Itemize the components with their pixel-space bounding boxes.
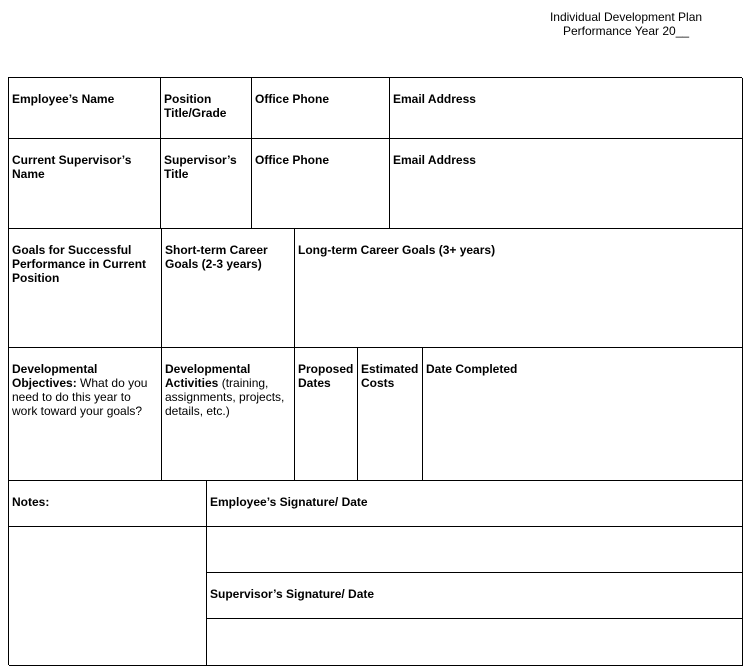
position-title-grade-field[interactable] bbox=[161, 78, 252, 139]
performance-year: Performance Year 20__ bbox=[562, 24, 690, 38]
supervisor-signature-label: Supervisor’s Signature/ Date bbox=[210, 587, 375, 601]
employee-office-phone-field[interactable] bbox=[252, 78, 390, 139]
employee-name-field[interactable] bbox=[9, 78, 161, 139]
employee-email-label: Email Address bbox=[393, 92, 476, 106]
proposed-dates-field[interactable] bbox=[295, 348, 358, 481]
long-term-goals-label: Long-term Career Goals (3+ years) bbox=[298, 243, 496, 257]
employee-signature-field[interactable] bbox=[207, 527, 743, 573]
estimated-costs-field[interactable] bbox=[358, 348, 423, 481]
supervisor-office-phone-label: Office Phone bbox=[255, 153, 330, 167]
document-header bbox=[520, 10, 732, 38]
employee-signature-header bbox=[207, 481, 743, 527]
notes-header bbox=[9, 481, 207, 527]
short-term-goals-field[interactable] bbox=[162, 229, 295, 348]
date-completed-label: Date Completed bbox=[426, 362, 518, 376]
supervisor-name-field[interactable] bbox=[9, 139, 161, 229]
notes-label: Notes: bbox=[12, 495, 50, 509]
development-plan-form bbox=[8, 77, 742, 665]
employee-email-field[interactable] bbox=[390, 78, 743, 139]
short-term-goals-label: Short-term Career Goals (2-3 years) bbox=[165, 243, 268, 271]
current-position-goals-field[interactable] bbox=[9, 229, 162, 348]
developmental-objectives-field[interactable] bbox=[9, 348, 162, 481]
supervisor-signature-header bbox=[207, 573, 743, 619]
employee-signature-label: Employee’s Signature/ Date bbox=[210, 495, 368, 509]
developmental-objectives-description: What do you need to do this year to work toward your goals? bbox=[12, 376, 148, 418]
supervisor-office-phone-field[interactable] bbox=[252, 139, 390, 229]
proposed-dates-label: Proposed Dates bbox=[298, 362, 354, 390]
notes-field[interactable] bbox=[9, 527, 207, 666]
developmental-objectives-label: Developmental Objectives: bbox=[12, 362, 98, 390]
developmental-activities-field[interactable] bbox=[162, 348, 295, 481]
current-position-goals-label: Goals for Successful Performance in Current Position bbox=[12, 243, 147, 285]
document-title: Individual Development Plan bbox=[549, 10, 703, 24]
date-completed-field[interactable] bbox=[423, 348, 743, 481]
supervisor-email-field[interactable] bbox=[390, 139, 743, 229]
employee-name-label: Employee’s Name bbox=[12, 92, 115, 106]
supervisor-title-field[interactable] bbox=[161, 139, 252, 229]
supervisor-name-label: Current Supervisor’s Name bbox=[12, 153, 132, 181]
supervisor-title-label: Supervisor’s Title bbox=[164, 153, 237, 181]
supervisor-signature-field[interactable] bbox=[207, 619, 743, 666]
supervisor-email-label: Email Address bbox=[393, 153, 476, 167]
long-term-goals-field[interactable] bbox=[295, 229, 743, 348]
developmental-activities-description: (training, assignments, projects, details, etc.) bbox=[165, 376, 285, 418]
position-title-grade-label: Position Title/Grade bbox=[164, 92, 227, 120]
estimated-costs-label: Estimated Costs bbox=[361, 362, 419, 390]
employee-office-phone-label: Office Phone bbox=[255, 92, 330, 106]
developmental-activities-label: Developmental Activities bbox=[165, 362, 251, 390]
